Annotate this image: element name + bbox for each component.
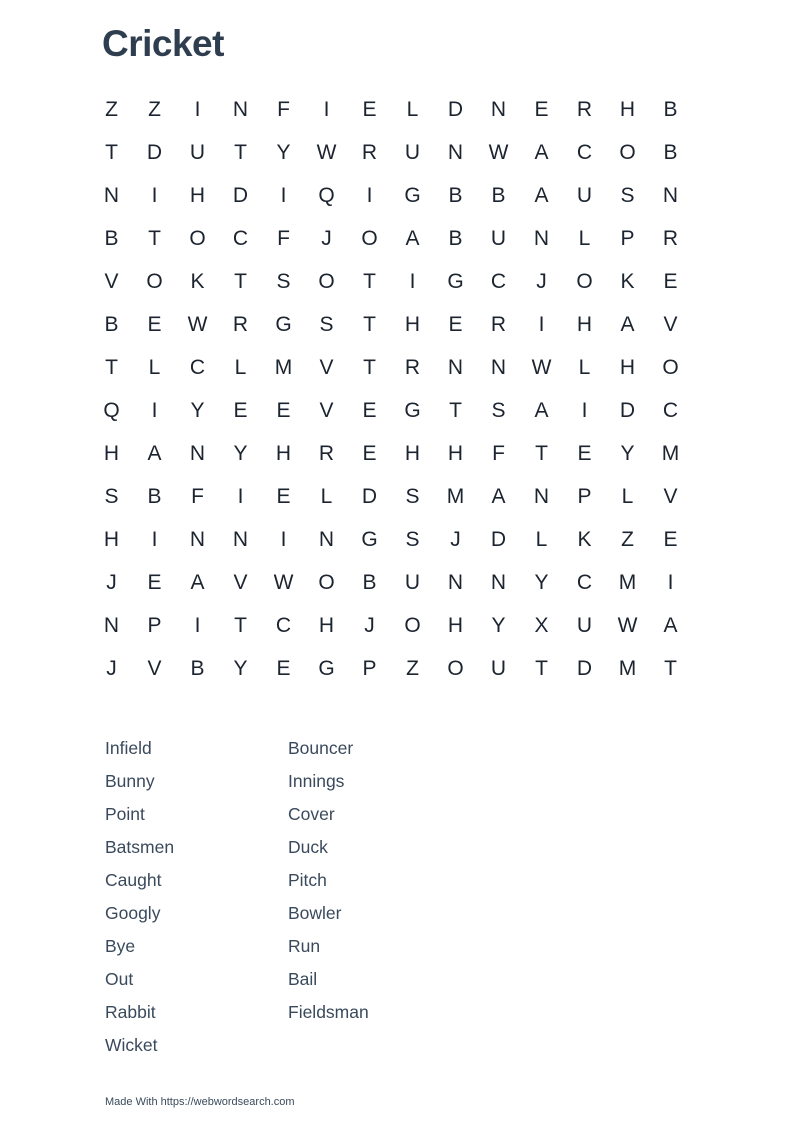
grid-letter: S [104,485,119,508]
grid-letter: R [662,227,679,250]
grid-letter: E [663,528,678,551]
grid-letter: B [190,657,205,680]
grid-letter: Y [534,571,549,594]
grid-letter: E [577,442,592,465]
word-list-item: Bouncer [288,738,354,758]
grid-letter: O [404,614,421,637]
grid-letter: R [576,98,593,121]
grid-letter: N [533,485,550,508]
grid-letter: W [273,571,294,594]
grid-row [90,303,692,346]
grid-letter: N [490,571,507,594]
grid-letter: N [662,184,679,207]
grid-letter: H [619,356,636,379]
word-list-item: Infield [105,738,152,758]
grid-letter: T [449,399,462,422]
grid-letter: I [151,399,158,422]
grid-letter: R [361,141,378,164]
grid-letter: B [362,571,377,594]
grid-letter: E [362,442,377,465]
word-list-item: Batsmen [105,837,175,857]
grid-letter: E [276,657,291,680]
grid-letter: A [534,141,549,164]
grid-letter: V [319,356,334,379]
grid-letter: N [490,98,507,121]
grid-letter: L [578,227,591,250]
grid-letter: H [189,184,206,207]
word-list-item: Cover [288,804,335,824]
grid-letter: N [533,227,550,250]
grid-letter: I [151,528,158,551]
grid-letter: H [576,313,593,336]
grid-letter: E [663,270,678,293]
grid-letter: B [663,141,678,164]
grid-letter: I [280,184,287,207]
grid-letter: D [576,657,593,680]
grid-letter: S [620,184,635,207]
word-list-item: Wicket [105,1035,158,1055]
grid-row [90,432,692,475]
grid-letter: E [362,399,377,422]
word-list-column-2 [288,736,471,1066]
grid-letter: L [406,98,419,121]
grid-row [90,475,692,518]
word-list-item: Bail [288,969,318,989]
grid-letter: T [234,270,247,293]
grid-letter: H [318,614,335,637]
grid-letter: T [664,657,677,680]
grid-letter: Z [105,98,118,121]
word-list-item: Run [288,936,321,956]
grid-letter: D [490,528,507,551]
grid-letter: C [576,141,593,164]
grid-letter: B [491,184,506,207]
grid-letter: G [318,657,335,680]
grid-letter: T [234,141,247,164]
grid-letter: O [619,141,636,164]
grid-letter: J [106,657,117,680]
grid-letter: Y [276,141,291,164]
grid-letter: A [190,571,205,594]
grid-row [90,174,692,217]
word-list-item: Bunny [105,771,155,791]
grid-letter: H [447,614,464,637]
grid-letter: D [146,141,163,164]
grid-letter: G [447,270,464,293]
grid-letter: N [447,141,464,164]
grid-letter: E [362,98,377,121]
grid-letter: M [661,442,680,465]
word-list-column-1 [105,736,288,1066]
grid-letter: I [280,528,287,551]
grid-letter: Y [233,657,248,680]
grid-row [90,346,692,389]
grid-letter: O [189,227,206,250]
grid-letter: N [103,184,120,207]
grid-letter: B [448,227,463,250]
grid-letter: F [277,98,290,121]
grid-letter: N [103,614,120,637]
grid-letter: H [447,442,464,465]
grid-letter: N [232,528,249,551]
grid-letter: Q [103,399,120,422]
word-list-item: Googly [105,903,161,923]
letter-grid [90,88,692,690]
grid-letter: I [366,184,373,207]
grid-letter: O [361,227,378,250]
grid-letter: A [147,442,162,465]
grid-letter: K [190,270,205,293]
grid-letter: L [234,356,247,379]
grid-letter: M [618,657,637,680]
grid-letter: L [320,485,333,508]
grid-letter: A [534,184,549,207]
grid-letter: U [490,227,507,250]
grid-letter: N [447,571,464,594]
grid-letter: C [275,614,292,637]
grid-letter: S [276,270,291,293]
grid-letter: N [232,98,249,121]
grid-letter: E [448,313,463,336]
grid-letter: C [576,571,593,594]
grid-letter: A [534,399,549,422]
grid-letter: X [534,614,549,637]
grid-letter: J [106,571,117,594]
grid-letter: I [323,98,330,121]
grid-letter: G [404,184,421,207]
word-list-item: Out [105,969,134,989]
grid-letter: W [531,356,552,379]
grid-letter: Q [318,184,335,207]
grid-letter: I [151,184,158,207]
grid-letter: E [147,571,162,594]
grid-letter: V [319,399,334,422]
grid-letter: T [148,227,161,250]
grid-letter: D [361,485,378,508]
grid-letter: E [534,98,549,121]
grid-letter: B [104,227,119,250]
grid-row [90,647,692,690]
grid-letter: W [316,141,337,164]
word-list-item: Fieldsman [288,1002,369,1022]
grid-letter: I [237,485,244,508]
word-list-item: Duck [288,837,328,857]
grid-letter: I [194,614,201,637]
grid-letter: R [490,313,507,336]
grid-letter: T [105,356,118,379]
grid-letter: I [667,571,674,594]
grid-letter: J [321,227,332,250]
grid-letter: L [578,356,591,379]
word-list-item: Rabbit [105,1002,156,1022]
grid-letter: C [490,270,507,293]
grid-letter: E [233,399,248,422]
grid-letter: H [275,442,292,465]
grid-letter: F [191,485,204,508]
grid-letter: W [488,141,509,164]
grid-letter: N [189,442,206,465]
grid-row [90,217,692,260]
grid-letter: O [318,571,335,594]
grid-row [90,131,692,174]
grid-letter: V [147,657,162,680]
grid-letter: S [491,399,506,422]
grid-letter: I [409,270,416,293]
grid-letter: G [361,528,378,551]
grid-letter: O [662,356,679,379]
grid-letter: V [104,270,119,293]
grid-row [90,260,692,303]
grid-letter: V [663,485,678,508]
grid-letter: P [577,485,592,508]
grid-letter: I [581,399,588,422]
grid-letter: J [536,270,547,293]
grid-letter: N [189,528,206,551]
grid-letter: V [233,571,248,594]
grid-letter: D [232,184,249,207]
grid-letter: O [318,270,335,293]
grid-letter: U [576,184,593,207]
grid-letter: W [617,614,638,637]
grid-letter: I [538,313,545,336]
grid-letter: T [105,141,118,164]
grid-letter: V [663,313,678,336]
grid-letter: F [277,227,290,250]
grid-letter: Z [406,657,419,680]
grid-letter: C [189,356,206,379]
grid-letter: H [404,313,421,336]
grid-letter: S [405,485,420,508]
grid-letter: P [147,614,162,637]
word-list-item: Caught [105,870,162,890]
grid-letter: C [232,227,249,250]
grid-letter: H [619,98,636,121]
word-list [105,736,471,1066]
grid-letter: N [490,356,507,379]
footer-credit: Made With https://webwordsearch.com [105,1096,295,1108]
grid-letter: L [621,485,634,508]
grid-letter: P [620,227,635,250]
grid-letter: T [363,313,376,336]
grid-letter: U [404,571,421,594]
page-title: Cricket [102,23,224,64]
grid-letter: T [234,614,247,637]
grid-letter: W [187,313,208,336]
grid-letter: S [405,528,420,551]
grid-letter: M [618,571,637,594]
grid-letter: G [275,313,292,336]
grid-letter: I [194,98,201,121]
grid-letter: T [363,356,376,379]
grid-letter: T [535,657,548,680]
grid-letter: E [276,485,291,508]
word-list-item: Pitch [288,870,327,890]
grid-letter: Y [233,442,248,465]
grid-letter: J [364,614,375,637]
grid-letter: R [404,356,421,379]
grid-letter: Z [148,98,161,121]
grid-letter: D [619,399,636,422]
grid-letter: S [319,313,334,336]
grid-letter: K [620,270,635,293]
grid-letter: N [447,356,464,379]
grid-letter: O [576,270,593,293]
grid-row [90,604,692,647]
grid-letter: N [318,528,335,551]
word-list-item: Bye [105,936,136,956]
grid-row [90,88,692,131]
grid-letter: M [274,356,293,379]
grid-letter: U [189,141,206,164]
grid-row [90,518,692,561]
grid-letter: Z [621,528,634,551]
grid-letter: A [620,313,635,336]
grid-letter: B [104,313,119,336]
grid-letter: J [450,528,461,551]
grid-letter: L [148,356,161,379]
grid-letter: C [662,399,679,422]
grid-letter: E [147,313,162,336]
grid-letter: P [362,657,377,680]
grid-letter: Y [620,442,635,465]
grid-row [90,389,692,432]
grid-letter: A [663,614,678,637]
grid-letter: H [404,442,421,465]
word-list-item: Innings [288,771,345,791]
word-list-item: Bowler [288,903,342,923]
grid-letter: B [147,485,162,508]
grid-letter: F [492,442,505,465]
grid-letter: T [363,270,376,293]
grid-letter: L [535,528,548,551]
grid-letter: H [103,528,120,551]
grid-letter: Y [190,399,205,422]
grid-letter: R [318,442,335,465]
grid-letter: U [490,657,507,680]
grid-letter: B [448,184,463,207]
grid-letter: U [404,141,421,164]
word-list-item: Point [105,804,145,824]
grid-letter: Y [491,614,506,637]
grid-letter: O [146,270,163,293]
grid-letter: A [405,227,420,250]
grid-letter: M [446,485,465,508]
grid-letter: H [103,442,120,465]
grid-letter: O [447,657,464,680]
grid-letter: G [404,399,421,422]
grid-letter: E [276,399,291,422]
grid-letter: U [576,614,593,637]
grid-letter: B [663,98,678,121]
grid-letter: T [535,442,548,465]
grid-letter: D [447,98,464,121]
grid-letter: K [577,528,592,551]
grid-letter: A [491,485,506,508]
grid-row [90,561,692,604]
grid-letter: R [232,313,249,336]
